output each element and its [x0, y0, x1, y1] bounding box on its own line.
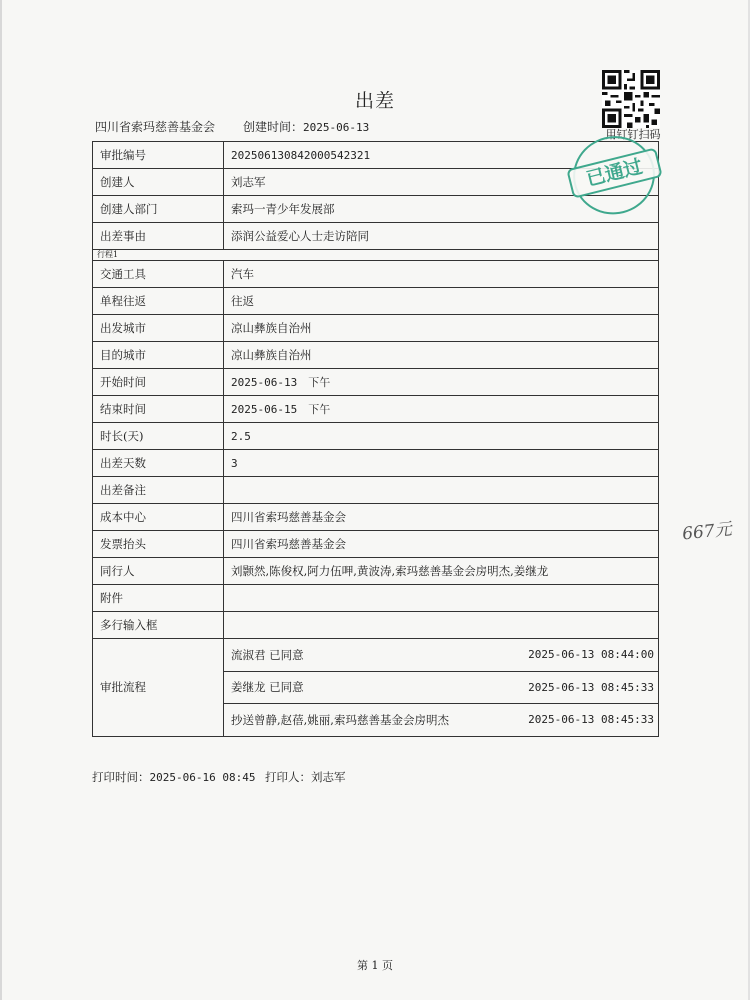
approval-step-text: 抄送曾静,赵蓓,姚丽,索玛慈善基金会房明杰	[231, 712, 449, 727]
form-row	[93, 612, 659, 639]
field-label: 目的城市	[93, 342, 224, 369]
field-value: 2025-06-13 下午	[224, 369, 659, 396]
form-row	[93, 558, 659, 585]
org-name: 四川省索玛慈善基金会	[95, 120, 216, 134]
trip-section-label: 行程1	[93, 250, 659, 261]
created-time-label: 创建时间：	[243, 120, 304, 134]
field-label: 发票抬头	[93, 531, 224, 558]
qr-scan-label: 用钉钉扫码	[605, 128, 661, 141]
print-time-label: 打印时间：	[92, 770, 150, 784]
created-time-value: 2025-06-13	[303, 121, 370, 134]
form-row	[93, 504, 659, 531]
field-value: 四川省索玛慈善基金会	[224, 504, 659, 531]
field-label: 单程往返	[93, 288, 224, 315]
form-row	[93, 477, 659, 504]
trip-section-header	[93, 250, 659, 261]
field-value: 2.5	[224, 423, 659, 450]
field-value	[224, 612, 659, 639]
field-label: 成本中心	[93, 504, 224, 531]
handwritten-note: 667元	[681, 519, 733, 545]
qr-code-icon	[602, 70, 660, 128]
approval-flow-steps	[224, 639, 659, 737]
form-row	[93, 531, 659, 558]
field-label: 开始时间	[93, 369, 224, 396]
creator-dept-value: 索玛一青少年发展部	[224, 196, 659, 223]
form-row	[93, 261, 659, 288]
form-row	[93, 288, 659, 315]
form-row	[93, 423, 659, 450]
field-value: 3	[224, 450, 659, 477]
field-value: 四川省索玛慈善基金会	[224, 531, 659, 558]
companions-value: 刘颢然,陈俊权,阿力伍呷,黄波涛,索玛慈善基金会房明杰,姜继龙	[224, 558, 659, 585]
created-time	[243, 118, 369, 135]
field-label: 多行输入框	[93, 612, 224, 639]
field-value: 往返	[224, 288, 659, 315]
field-value: 汽车	[224, 261, 659, 288]
field-value: 凉山彝族自治州	[224, 342, 659, 369]
approval-form-table	[92, 141, 659, 737]
form-row	[93, 223, 659, 250]
printer-label: 打印人：	[265, 770, 311, 784]
field-label: 出差备注	[93, 477, 224, 504]
printer	[265, 769, 346, 785]
approval-flow-label: 审批流程	[93, 639, 224, 737]
page-number: 第 1 页	[357, 959, 393, 972]
approval-step	[224, 639, 658, 671]
document-title: 出差	[354, 90, 395, 112]
approval-step	[224, 671, 658, 704]
field-label: 交通工具	[93, 261, 224, 288]
form-row	[93, 342, 659, 369]
approval-step-time: 2025-06-13 08:45:33	[528, 713, 654, 727]
form-row	[93, 369, 659, 396]
field-label: 审批编号	[93, 142, 224, 169]
approval-step-text: 流淑君 已同意	[231, 647, 304, 662]
approval-step-time: 2025-06-13 08:45:33	[528, 680, 654, 694]
field-value: 凉山彝族自治州	[224, 315, 659, 342]
field-value	[224, 477, 659, 504]
approval-flow-row	[93, 639, 659, 737]
field-label: 结束时间	[93, 396, 224, 423]
field-label: 同行人	[93, 558, 224, 585]
field-value: 2025-06-15 下午	[224, 396, 659, 423]
stamp-text: 已通过	[566, 147, 663, 198]
field-label: 附件	[93, 585, 224, 612]
attachment-value	[224, 585, 659, 612]
approval-number-value: 202506130842000542321	[224, 142, 659, 169]
form-row	[93, 315, 659, 342]
approval-step	[224, 703, 658, 736]
form-row	[93, 585, 659, 612]
print-time	[92, 769, 255, 785]
field-label: 时长(天)	[93, 423, 224, 450]
form-row	[93, 396, 659, 423]
field-label: 创建人	[93, 169, 224, 196]
field-label: 出发城市	[93, 315, 224, 342]
creator-value: 刘志军	[224, 169, 659, 196]
field-label: 创建人部门	[93, 196, 224, 223]
approval-step-text: 姜继龙 已同意	[231, 680, 304, 695]
approval-step-time: 2025-06-13 08:44:00	[528, 648, 654, 662]
printer-value: 刘志军	[311, 770, 346, 784]
form-row	[93, 450, 659, 477]
field-label: 出差天数	[93, 450, 224, 477]
field-label: 出差事由	[93, 223, 224, 250]
reason-value: 添润公益爱心人士走访陪同	[224, 223, 659, 250]
print-time-value: 2025-06-16 08:45	[149, 771, 256, 784]
